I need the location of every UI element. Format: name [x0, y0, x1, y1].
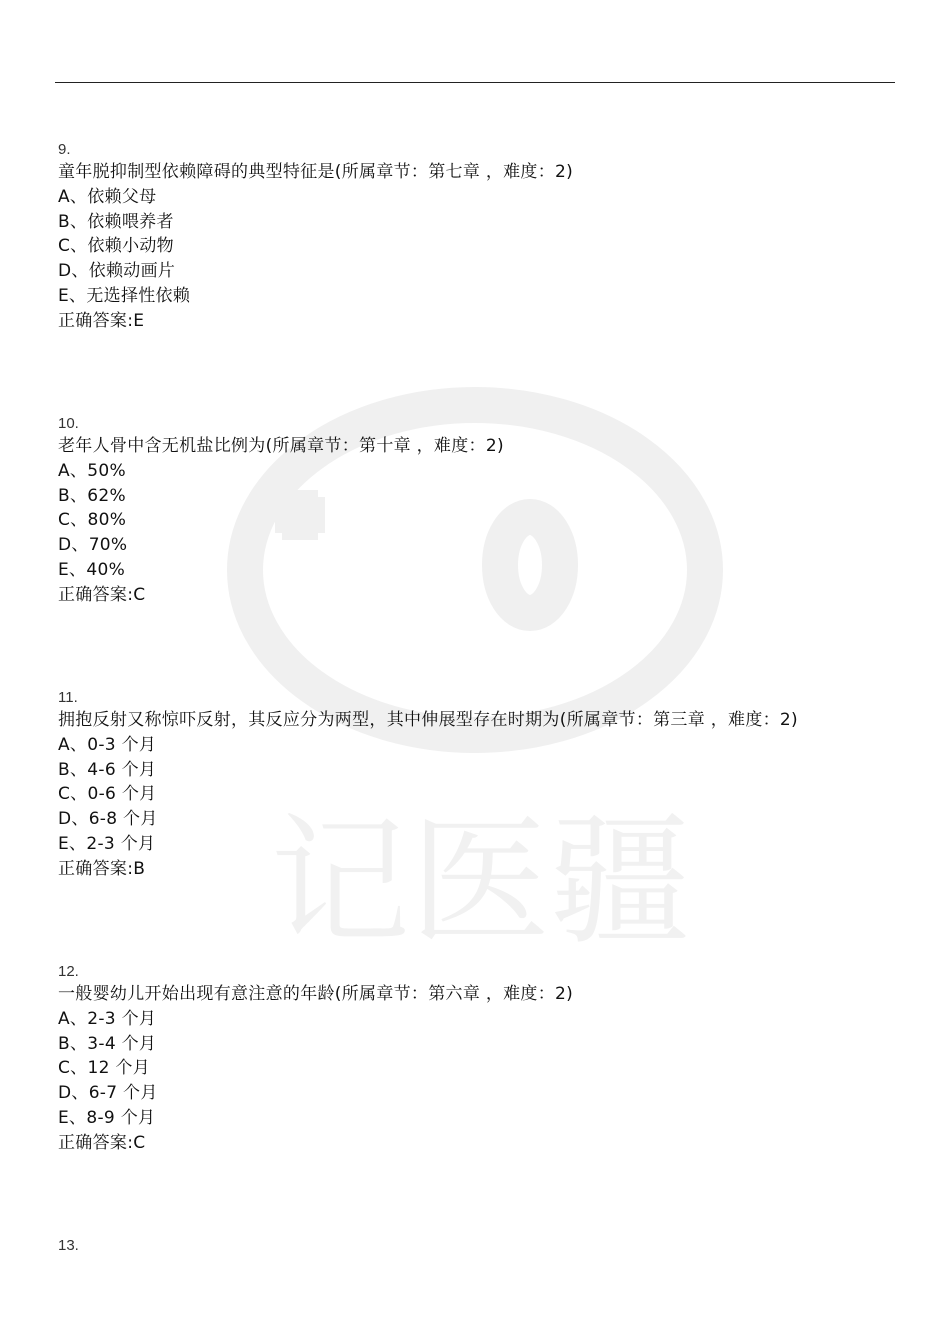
question-9	[58, 140, 918, 334]
option-a: A、依赖父母	[58, 186, 157, 207]
question-11	[58, 688, 918, 882]
option-a: A、0-3 个月	[58, 734, 157, 755]
option-d: D、6-7 个月	[58, 1083, 158, 1104]
header-rule	[55, 82, 895, 83]
question-number: 10.	[58, 415, 79, 432]
question-stem: 童年脱抑制型依赖障碍的典型特征是(所属章节：第七章 ，难度：2)	[58, 162, 574, 182]
option-b: B、4-6 个月	[58, 759, 157, 780]
option-a: A、2-3 个月	[58, 1008, 157, 1029]
option-e: E、无选择性依赖	[58, 285, 191, 306]
correct-answer: 正确答案:E	[58, 310, 145, 331]
question-number: 13.	[58, 1237, 79, 1254]
option-e: E、2-3 个月	[58, 833, 156, 854]
option-c: C、80%	[58, 510, 127, 531]
question-stem: 一般婴幼儿开始出现有意注意的年龄(所属章节：第六章 ，难度：2)	[58, 984, 574, 1004]
option-b: B、62%	[58, 485, 126, 506]
question-stem: 拥抱反射又称惊吓反射，其反应分为两型，其中伸展型存在时期为(所属章节：第三章 ，难度：2)	[58, 710, 798, 730]
question-number: 12.	[58, 963, 79, 980]
question-stem: 老年人骨中含无机盐比例为(所属章节：第十章 ，难度：2)	[58, 436, 504, 456]
correct-answer: 正确答案:C	[58, 1132, 146, 1153]
question-10	[58, 414, 918, 608]
correct-answer: 正确答案:B	[58, 858, 146, 879]
option-e: E、8-9 个月	[58, 1107, 156, 1128]
option-d: D、6-8 个月	[58, 809, 158, 830]
question-number: 11.	[58, 689, 78, 706]
option-b: B、依赖喂养者	[58, 211, 174, 232]
correct-answer: 正确答案:C	[58, 584, 146, 605]
option-d: D、70%	[58, 535, 128, 556]
question-12	[58, 962, 918, 1156]
question-13	[58, 1236, 918, 1256]
option-c: C、0-6 个月	[58, 784, 157, 805]
question-number: 9.	[58, 141, 71, 158]
option-a: A、50%	[58, 460, 126, 481]
option-e: E、40%	[58, 559, 126, 580]
option-c: C、12 个月	[58, 1058, 151, 1079]
option-b: B、3-4 个月	[58, 1033, 157, 1054]
option-d: D、依赖动画片	[58, 261, 176, 282]
watermark-text: 记医疆	[269, 801, 691, 964]
option-c: C、依赖小动物	[58, 236, 174, 257]
